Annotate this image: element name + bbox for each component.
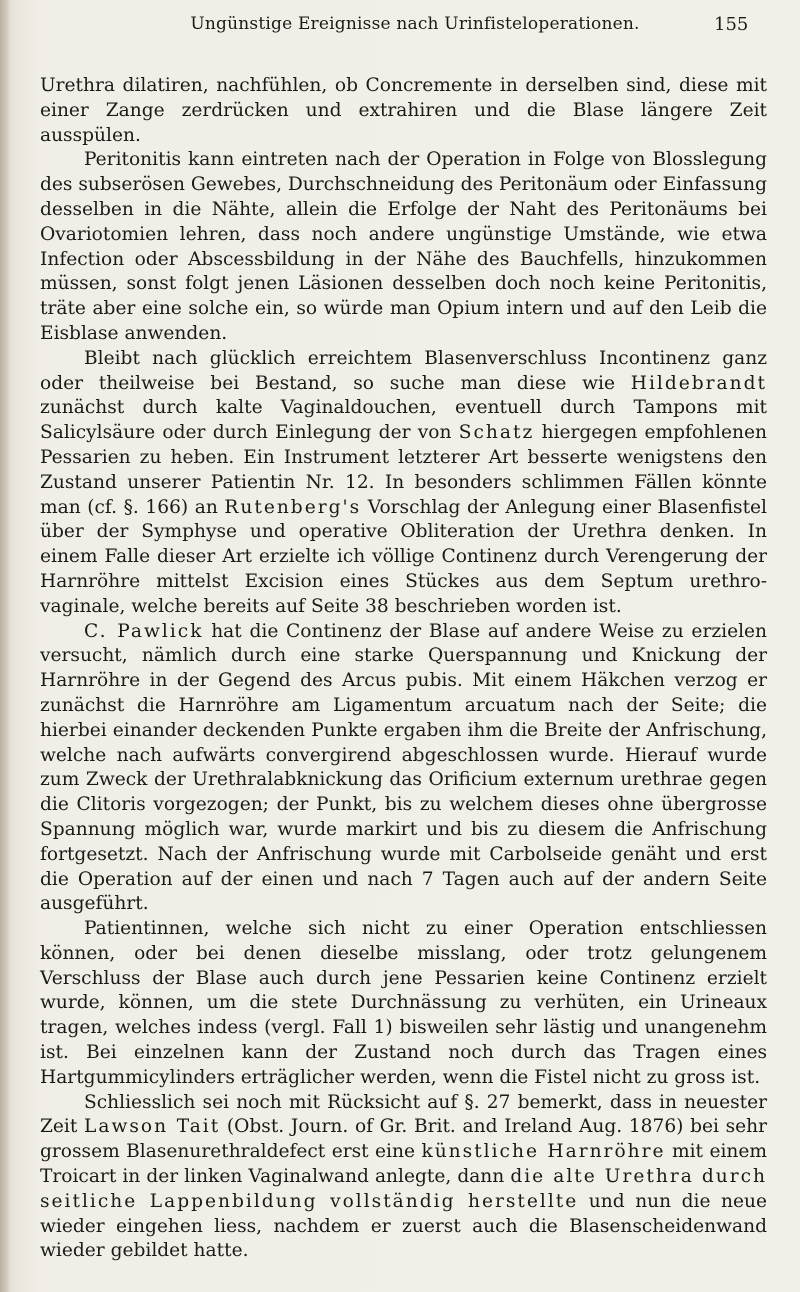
author-name: Schatz xyxy=(458,422,535,444)
author-name: Rutenberg's xyxy=(224,496,362,518)
paragraph-text: Schliesslich sei noch mit Rücksicht auf §. 27 bemerkt, dass in neuester Zeit xyxy=(40,1091,767,1138)
paragraph-schliesslich xyxy=(40,1091,767,1265)
paragraph-1: Urethra dilatiren, nachfühlen, ob Concremente in derselben sind, diese mit einer Zange zerdrücken und extrahiren und die Blase längere Zeit ausspülen. xyxy=(40,75,767,146)
page-binding-edge xyxy=(0,0,10,1292)
author-name: Hildebrandt xyxy=(630,372,767,394)
paragraph-pawlick xyxy=(40,620,767,918)
running-header: Ungünstige Ereignisse nach Urinfisteloperationen. xyxy=(190,14,640,34)
paragraph-text: zunächst durch kalte Vaginaldouchen, eventuell durch Tampons mit Salicylsäure oder durch Einlegung der von xyxy=(40,397,767,444)
paragraph-peritonitis: Peritonitis kann eintreten nach der Operation in Folge von Blosslegung des subserösen Gewebes, Durchschneidung des Peritonäum oder Einfassung desselben in die Nähte, allein die Erfolge der Naht des Peritonäums bei Ovariotomien lehren, dass noch andere ungünstige Umstände, wie etwa Infection oder Abscessbildung in der Nähe des Bauchfells, hinzukommen müssen, sonst folgt jenen Läsionen desselben doch noch keine Peritonitis, träte aber eine solche ein, so würde man Opium intern und auf den Leib die Eisblase anwenden. xyxy=(40,149,767,344)
paragraph-text: Bleibt nach glücklich erreichtem Blasenverschluss Incontinenz ganz oder theilweise bei Bestand, so suche man diese wie xyxy=(40,347,767,394)
paragraph-patientinnen: Patientinnen, welche sich nicht zu einer Operation entschliessen können, oder bei denen dieselbe misslang, oder trotz gelungenem Verschluss der Blase auch durch jene Pessarien keine Continenz erzielt wurde, können, um die stete Durchnässung zu verhüten, ein Urineaux tragen, welches indess (vergl. Fall 1) bisweilen sehr lästig und unangenehm ist. Bei einzelnen kann der Zustand noch durch das Tragen eines Hartgummicylinders erträglicher werden, wenn die Fistel nicht zu gross ist. xyxy=(40,918,767,1088)
paragraph-text: hat die Continenz der Blase auf andere Weise zu erzielen versucht, nämlich durch eine starke Querspannung und Knickung der Harnröhre in der Gegend des Arcus pubis. Mit einem Häkchen verzog er zunächst die Harnröhre am Ligamentum arcuatum nach der Seite; die hierbei einander deckenden Punkte ergaben ihm die Breite der Anfrischung, welche nach aufwärts convergirend abgeschlossen wurde. Hierauf wurde zum Zweck der Urethralabknickung das Orificium externum urethrae gegen die Clitoris vorgezogen; der Punkt, bis zu welchem dieses ohne übergrosse Spannung möglich war, wurde markirt und bis zu diesem die Anfrischung fortgesetzt. Nach der Anfrischung wurde mit Carbolseide genäht und erst die Operation auf der einen und nach 7 Tagen auch auf der andern Seite ausgeführt. xyxy=(40,620,767,915)
paragraph-text: (Obst. Journ. of Gr. Brit. and Ireland Aug. 1876) bei sehr grossem Blasenurethraldefect erst eine xyxy=(40,1116,767,1163)
body-text xyxy=(40,74,767,1264)
emphasized-text: künstliche Harnröhre xyxy=(421,1141,666,1163)
paragraph-incontinenz xyxy=(40,347,767,620)
paragraph-text: und nun die neue wieder eingehen liess, nachdem er zuerst auch die Blasenscheidenwand wieder gebildet hatte. xyxy=(40,1190,767,1262)
author-name: C. Pawlick xyxy=(84,620,204,642)
paragraph-text: hiergegen empfohlenen Pessarien zu heben. Ein Instrument letzterer Art besserte wenigstens den Zustand unserer Patientin Nr. 12. In besonders schlimmen Fällen könnte man (cf. §. 166) an xyxy=(40,422,767,518)
page-number: 155 xyxy=(714,14,749,35)
paragraph-text: Vorschlag der Anlegung einer Blasenfistel über der Symphyse und operative Obliteration der Urethra denken. In einem Falle dieser Art erzielte ich völlige Continenz durch Verengerung der Harnröhre mittelst Excision eines Stückes aus dem Septum urethro-vaginale, welche bereits auf Seite 38 beschrieben worden ist. xyxy=(40,496,767,617)
emphasized-text: die alte Urethra durch seitliche Lappenbildung vollständig herstellte xyxy=(40,1166,768,1212)
author-name: Lawson Tait xyxy=(84,1116,221,1138)
paragraph-text: mit einem Troicart in der linken Vaginalwand anlegte, dann xyxy=(40,1141,768,1188)
